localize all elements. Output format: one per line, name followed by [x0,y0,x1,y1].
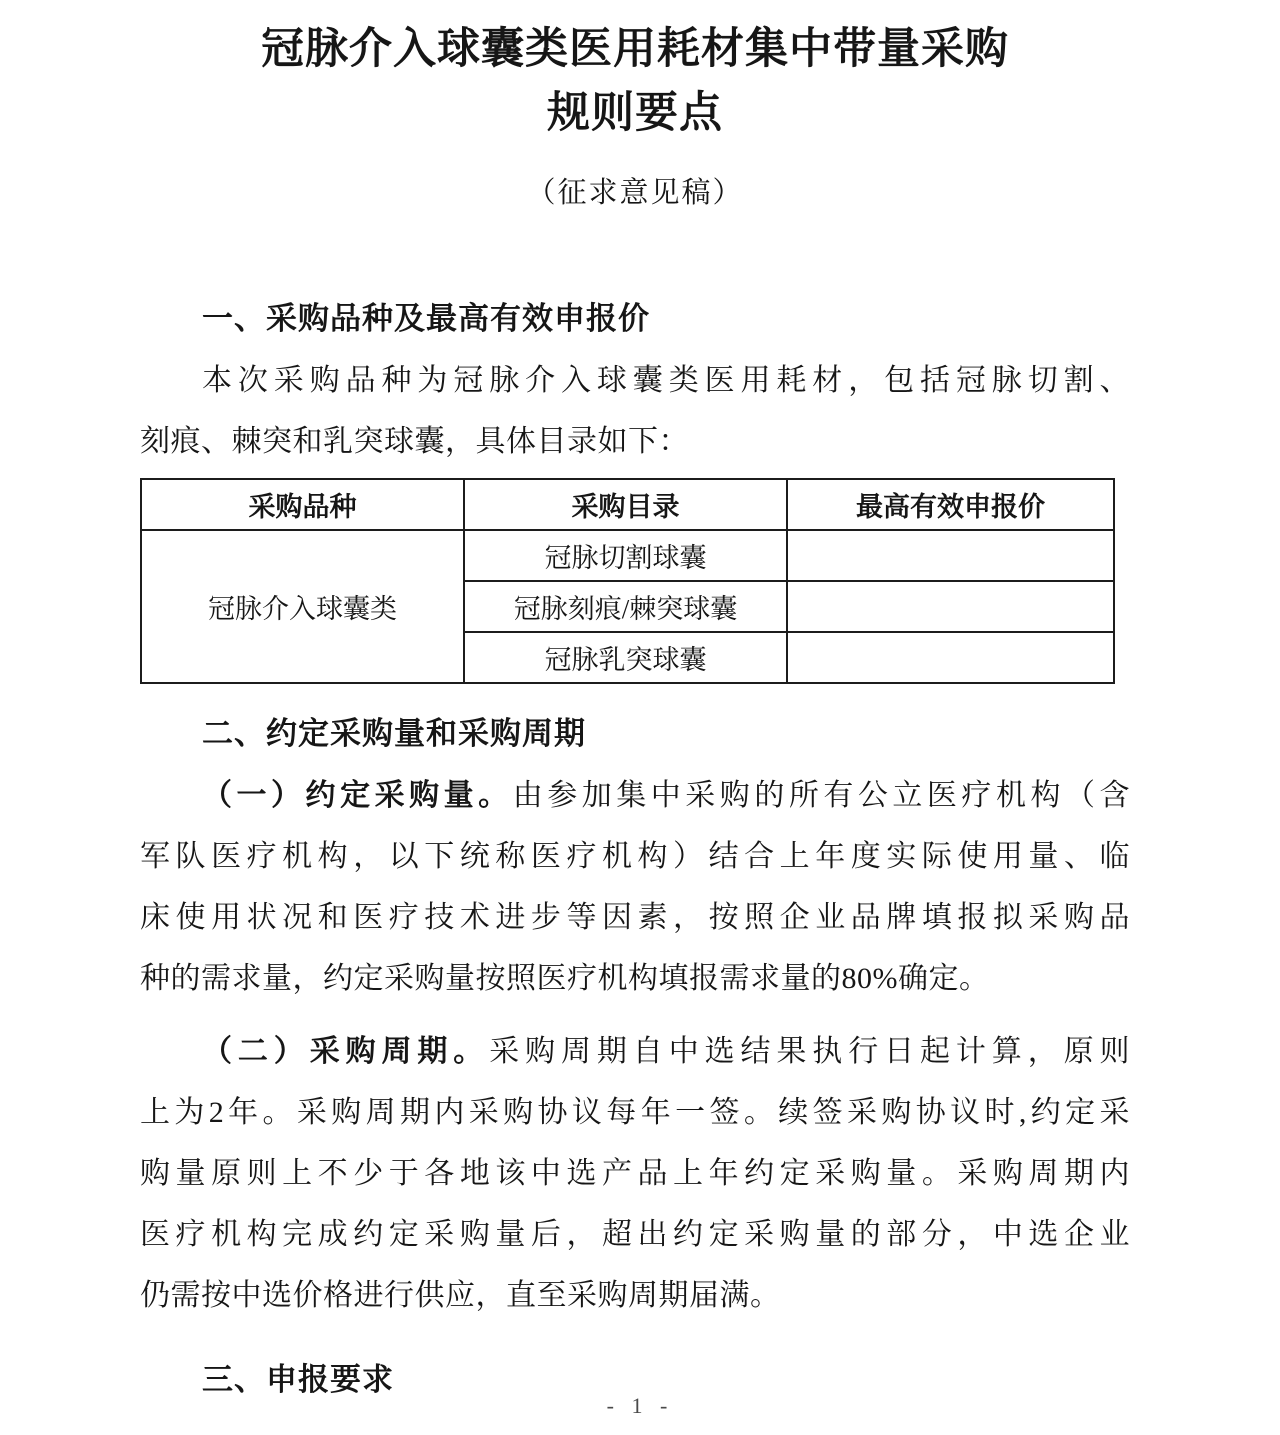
section-1-heading: 一、采购品种及最高有效申报价 [202,301,650,336]
paragraph-line: 购量原则上不少于各地该中选产品上年约定采购量。采购周期内 [140,1157,1130,1190]
category-cell: 冠脉介入球囊类 [141,530,464,683]
title-line-1: 冠脉介入球囊类医用耗材集中带量采购 [261,26,1009,73]
table-row [141,530,1114,581]
paragraph-line: 本次采购品种为冠脉介入球囊类医用耗材，包括冠脉切割、 [202,364,1130,397]
paragraph-line: 仍需按中选价格进行供应，直至采购周期届满。 [140,1279,781,1312]
paragraph-line: 床使用状况和医疗技术进步等因素，按照企业品牌填报拟采购品 [140,901,1130,934]
procurement-table [140,478,1115,684]
item-1-line-1: 由参加集中采购的所有公立医疗机构（含 [512,779,1131,812]
column-header-variety: 采购品种 [141,479,464,530]
price-cell [787,632,1114,683]
section-2-item-2 [140,1021,1130,1326]
paragraph-line: 刻痕、棘突和乳突球囊，具体目录如下： [140,425,689,458]
catalog-cell: 冠脉刻痕/棘突球囊 [464,581,787,632]
item-1-lead: （一）约定采购量。 [202,779,513,812]
page-title [140,0,1130,146]
price-cell [787,530,1114,581]
table-header-row [141,479,1114,530]
catalog-cell: 冠脉切割球囊 [464,530,787,581]
paragraph-line: 医疗机构完成约定采购量后，超出约定采购量的部分，中选企业 [140,1218,1130,1251]
item-2-line-1: 采购周期自中选结果执行日起计算，原则 [489,1035,1131,1068]
item-2-lead: （二）采购周期。 [202,1035,490,1068]
price-cell [787,581,1114,632]
section-2-heading: 二、约定采购量和采购周期 [202,716,586,751]
column-header-catalog: 采购目录 [464,479,787,530]
catalog-cell: 冠脉乳突球囊 [464,632,787,683]
doc-subtitle: （征求意见稿） [526,177,744,209]
paragraph-line: 上为2年。采购周期内采购协议每年一签。续签采购协议时,约定采 [140,1096,1130,1129]
section-3-heading: 三、申报要求 [202,1362,394,1397]
paragraph-line [140,765,1130,826]
title-line-2: 规则要点 [547,90,723,137]
section-2-item-1 [140,765,1130,1009]
paragraph-line: 军队医疗机构，以下统称医疗机构）结合上年度实际使用量、临 [140,840,1130,873]
section-1-paragraph [140,350,1130,472]
paragraph-line: 种的需求量，约定采购量按照医疗机构填报需求量的80%确定。 [140,962,990,995]
column-header-max-bid-price: 最高有效申报价 [787,479,1114,530]
page-number: - 1 - [606,1393,674,1418]
paragraph-line [140,1021,1130,1082]
